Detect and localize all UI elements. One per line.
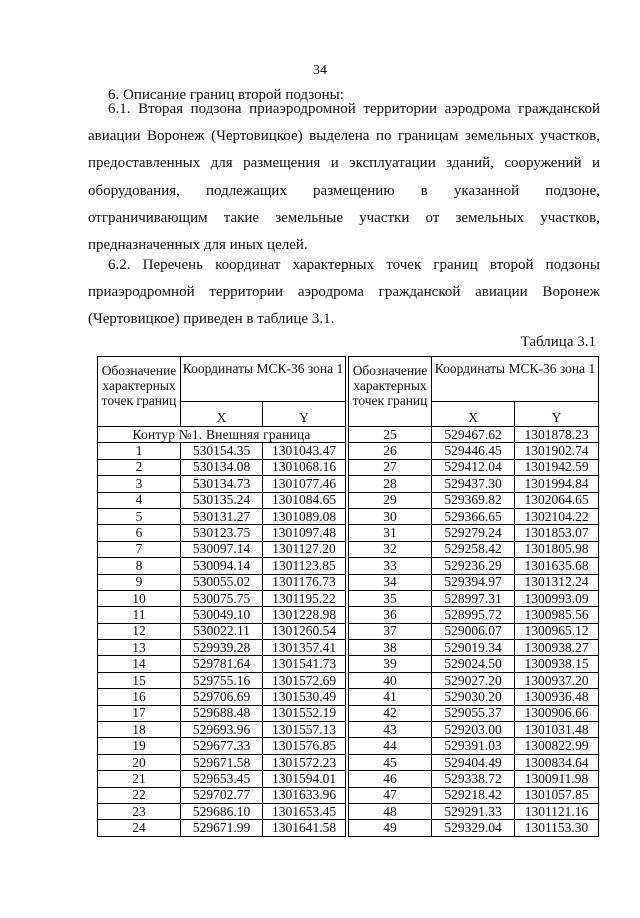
point-number-cell: 6: [98, 525, 181, 541]
y-coordinate-cell: 1301228.98: [263, 607, 346, 623]
x-coordinate-cell: 530134.08: [181, 459, 263, 475]
table-row: [349, 820, 599, 836]
point-number-cell: 37: [349, 623, 432, 639]
table-row: [349, 656, 599, 672]
table-row: [349, 492, 599, 508]
table-row: [349, 672, 599, 688]
table-row: [98, 476, 346, 492]
table-row: [98, 508, 346, 524]
table-row: [98, 541, 346, 557]
table-row: [98, 820, 346, 836]
y-coordinate-cell: 1302104.22: [515, 508, 599, 524]
y-coordinate-cell: 1301031.48: [515, 722, 599, 738]
x-coordinate-cell: 529394.97: [432, 574, 515, 590]
table-row: [98, 689, 346, 705]
table-row: [349, 771, 599, 787]
x-coordinate-cell: 529369.82: [432, 492, 515, 508]
point-number-cell: 33: [349, 558, 432, 574]
x-coordinate-cell: 530075.75: [181, 590, 263, 606]
y-coordinate-cell: 1301357.41: [263, 640, 346, 656]
x-coordinate-cell: 529006.07: [432, 623, 515, 639]
point-number-cell: 9: [98, 574, 181, 590]
table-row: [349, 558, 599, 574]
x-coordinate-cell: 529671.99: [181, 820, 263, 836]
point-number-cell: 1: [98, 443, 181, 459]
y-coordinate-cell: 1301572.69: [263, 672, 346, 688]
point-number-cell: 7: [98, 541, 181, 557]
table-row: [98, 459, 346, 475]
table-row: [98, 623, 346, 639]
table-row: [349, 803, 599, 819]
table-row: [349, 738, 599, 754]
x-coordinate-cell: 530022.11: [181, 623, 263, 639]
point-number-cell: 46: [349, 771, 432, 787]
point-number-cell: 3: [98, 476, 181, 492]
y-coordinate-cell: 1300938.27: [515, 640, 599, 656]
point-number-cell: 48: [349, 803, 432, 819]
y-coordinate-cell: 1301176.73: [263, 574, 346, 590]
y-coordinate-cell: 1300985.56: [515, 607, 599, 623]
y-coordinate-cell: 1301153.30: [515, 820, 599, 836]
table-row: [349, 607, 599, 623]
point-number-cell: 45: [349, 754, 432, 770]
point-number-cell: 26: [349, 443, 432, 459]
paragraph-6-1: 6.1. Вторая подзона приаэродромной территории аэродрома гражданской авиации Воронеж (Чертовицкое) выделена по границам земельных участков, предоставленных для размещения и эксплуатации зданий, сооружений и оборудования, подлежащих размещению в указанной подзоне, отграничивающим такие земельные участки от земельных участков, предназначенных для иных целей.: [88, 101, 600, 254]
table-row: [349, 787, 599, 803]
x-coordinate-cell: 529437.30: [432, 476, 515, 492]
coordinates-table-right: [348, 356, 599, 837]
y-coordinate-cell: 1300906.66: [515, 705, 599, 721]
point-number-cell: 35: [349, 590, 432, 606]
x-coordinate-cell: 530154.35: [181, 443, 263, 459]
table-row: [98, 640, 346, 656]
table-row: [98, 607, 346, 623]
x-coordinate-cell: 529686.10: [181, 803, 263, 819]
table-row: [98, 656, 346, 672]
point-number-cell: 49: [349, 820, 432, 836]
x-coordinate-cell: 529446.45: [432, 443, 515, 459]
header-x: X: [181, 402, 263, 427]
y-coordinate-cell: 1301312.24: [515, 574, 599, 590]
x-coordinate-cell: 529755.16: [181, 672, 263, 688]
y-coordinate-cell: 1301530.49: [263, 689, 346, 705]
y-coordinate-cell: 1300937.20: [515, 672, 599, 688]
table-row: [98, 672, 346, 688]
point-number-cell: 12: [98, 623, 181, 639]
table-row: [98, 754, 346, 770]
table-caption: Таблица 3.1: [520, 334, 596, 350]
point-number-cell: 17: [98, 705, 181, 721]
x-coordinate-cell: 529702.77: [181, 787, 263, 803]
x-coordinate-cell: 528995.72: [432, 607, 515, 623]
point-number-cell: 25: [349, 427, 432, 443]
y-coordinate-cell: 1300834.64: [515, 754, 599, 770]
point-number-cell: 8: [98, 558, 181, 574]
table-row: [98, 443, 346, 459]
table-row: [349, 640, 599, 656]
point-number-cell: 34: [349, 574, 432, 590]
y-coordinate-cell: 1300965.12: [515, 623, 599, 639]
header-point-name: Обозначение характерных точек границ: [349, 357, 432, 427]
y-coordinate-cell: 1301123.85: [263, 558, 346, 574]
y-coordinate-cell: 1301127.20: [263, 541, 346, 557]
table-row: [98, 803, 346, 819]
x-coordinate-cell: 529404.49: [432, 754, 515, 770]
y-coordinate-cell: 1301572.23: [263, 754, 346, 770]
table-row: [349, 476, 599, 492]
x-coordinate-cell: 529412.04: [432, 459, 515, 475]
y-coordinate-cell: 1301902.74: [515, 443, 599, 459]
table-row: [349, 689, 599, 705]
x-coordinate-cell: 529653.45: [181, 771, 263, 787]
point-number-cell: 39: [349, 656, 432, 672]
y-coordinate-cell: 1301260.54: [263, 623, 346, 639]
header-y: Y: [515, 402, 599, 427]
point-number-cell: 23: [98, 803, 181, 819]
point-number-cell: 28: [349, 476, 432, 492]
x-coordinate-cell: 529291.33: [432, 803, 515, 819]
table-row: [349, 590, 599, 606]
point-number-cell: 4: [98, 492, 181, 508]
y-coordinate-cell: 1301594.01: [263, 771, 346, 787]
x-coordinate-cell: 529939.28: [181, 640, 263, 656]
y-coordinate-cell: 1301097.48: [263, 525, 346, 541]
table-row: [349, 459, 599, 475]
header-coordinates: Координаты МСК-36 зона 1: [432, 357, 599, 402]
y-coordinate-cell: 1301942.59: [515, 459, 599, 475]
y-coordinate-cell: 1301541.73: [263, 656, 346, 672]
page-number: 34: [313, 63, 327, 78]
point-number-cell: 15: [98, 672, 181, 688]
x-coordinate-cell: 529279.24: [432, 525, 515, 541]
y-coordinate-cell: 1300993.09: [515, 590, 599, 606]
table-row: [98, 722, 346, 738]
y-coordinate-cell: 1301089.08: [263, 508, 346, 524]
point-number-cell: 36: [349, 607, 432, 623]
point-number-cell: 27: [349, 459, 432, 475]
table-row: [98, 705, 346, 721]
table-row: [349, 508, 599, 524]
y-coordinate-cell: 1301994.84: [515, 476, 599, 492]
y-coordinate-cell: 1301552.19: [263, 705, 346, 721]
header-point-name: Обозначение характерных точек границ: [98, 357, 181, 427]
y-coordinate-cell: 1301805.98: [515, 541, 599, 557]
table-row: [349, 574, 599, 590]
header-coordinates: Координаты МСК-36 зона 1: [181, 357, 346, 402]
y-coordinate-cell: 1301878.23: [515, 427, 599, 443]
x-coordinate-cell: 529027.20: [432, 672, 515, 688]
x-coordinate-cell: 529218.42: [432, 787, 515, 803]
x-coordinate-cell: 529236.29: [432, 558, 515, 574]
y-coordinate-cell: 1301195.22: [263, 590, 346, 606]
point-number-cell: 40: [349, 672, 432, 688]
y-coordinate-cell: 1300911.98: [515, 771, 599, 787]
y-coordinate-cell: 1301077.46: [263, 476, 346, 492]
y-coordinate-cell: 1301084.65: [263, 492, 346, 508]
header-x: X: [432, 402, 515, 427]
table-row: [98, 771, 346, 787]
point-number-cell: 32: [349, 541, 432, 557]
y-coordinate-cell: 1301633.96: [263, 787, 346, 803]
point-number-cell: 43: [349, 722, 432, 738]
table-row: [98, 558, 346, 574]
coordinates-table-left: [97, 356, 346, 837]
y-coordinate-cell: 1300936.48: [515, 689, 599, 705]
x-coordinate-cell: 529203.00: [432, 722, 515, 738]
point-number-cell: 38: [349, 640, 432, 656]
x-coordinate-cell: 529706.69: [181, 689, 263, 705]
y-coordinate-cell: 1301576.85: [263, 738, 346, 754]
point-number-cell: 21: [98, 771, 181, 787]
table-row: [349, 705, 599, 721]
point-number-cell: 2: [98, 459, 181, 475]
point-number-cell: 19: [98, 738, 181, 754]
table-row: [98, 492, 346, 508]
x-coordinate-cell: 529391.03: [432, 738, 515, 754]
x-coordinate-cell: 530134.73: [181, 476, 263, 492]
x-coordinate-cell: 529338.72: [432, 771, 515, 787]
x-coordinate-cell: 529019.34: [432, 640, 515, 656]
point-number-cell: 24: [98, 820, 181, 836]
y-coordinate-cell: 1301853.07: [515, 525, 599, 541]
table-row: [349, 443, 599, 459]
y-coordinate-cell: 1301557.13: [263, 722, 346, 738]
y-coordinate-cell: 1301057.85: [515, 787, 599, 803]
x-coordinate-cell: 529467.62: [432, 427, 515, 443]
x-coordinate-cell: 528997.31: [432, 590, 515, 606]
y-coordinate-cell: 1300822.99: [515, 738, 599, 754]
table-row: [98, 590, 346, 606]
x-coordinate-cell: 529677.33: [181, 738, 263, 754]
table-row: [349, 623, 599, 639]
x-coordinate-cell: 530055.02: [181, 574, 263, 590]
contour-label: Контур №1. Внешняя граница: [98, 427, 346, 443]
table-row: [349, 722, 599, 738]
paragraph-6-2: 6.2. Перечень координат характерных точек границ второй подзоны приаэродромной территории аэродрома гражданской авиации Воронеж (Чертовицкое) приведен в таблице 3.1.: [88, 257, 600, 328]
x-coordinate-cell: 529693.96: [181, 722, 263, 738]
point-number-cell: 11: [98, 607, 181, 623]
x-coordinate-cell: 529671.58: [181, 754, 263, 770]
table-row: [98, 525, 346, 541]
point-number-cell: 10: [98, 590, 181, 606]
section-title: 6. Описание границ второй подзоны:: [108, 87, 344, 103]
table-row: [349, 541, 599, 557]
point-number-cell: 16: [98, 689, 181, 705]
x-coordinate-cell: 529055.37: [432, 705, 515, 721]
point-number-cell: 14: [98, 656, 181, 672]
x-coordinate-cell: 529030.20: [432, 689, 515, 705]
point-number-cell: 30: [349, 508, 432, 524]
point-number-cell: 44: [349, 738, 432, 754]
y-coordinate-cell: 1301653.45: [263, 803, 346, 819]
x-coordinate-cell: 530123.75: [181, 525, 263, 541]
point-number-cell: 31: [349, 525, 432, 541]
point-number-cell: 20: [98, 754, 181, 770]
point-number-cell: 5: [98, 508, 181, 524]
y-coordinate-cell: 1300938.15: [515, 656, 599, 672]
table-row: [349, 754, 599, 770]
x-coordinate-cell: 529781.64: [181, 656, 263, 672]
point-number-cell: 18: [98, 722, 181, 738]
table-row: [349, 427, 599, 443]
x-coordinate-cell: 530049.10: [181, 607, 263, 623]
y-coordinate-cell: 1302064.65: [515, 492, 599, 508]
x-coordinate-cell: 529366.65: [432, 508, 515, 524]
point-number-cell: 42: [349, 705, 432, 721]
y-coordinate-cell: 1301635.68: [515, 558, 599, 574]
y-coordinate-cell: 1301121.16: [515, 803, 599, 819]
header-y: Y: [263, 402, 346, 427]
x-coordinate-cell: 529329.04: [432, 820, 515, 836]
x-coordinate-cell: 530097.14: [181, 541, 263, 557]
x-coordinate-cell: 530094.14: [181, 558, 263, 574]
point-number-cell: 41: [349, 689, 432, 705]
point-number-cell: 22: [98, 787, 181, 803]
x-coordinate-cell: 530135.24: [181, 492, 263, 508]
x-coordinate-cell: 529688.48: [181, 705, 263, 721]
y-coordinate-cell: 1301641.58: [263, 820, 346, 836]
x-coordinate-cell: 529024.50: [432, 656, 515, 672]
table-row: [98, 738, 346, 754]
y-coordinate-cell: 1301068.16: [263, 459, 346, 475]
point-number-cell: 29: [349, 492, 432, 508]
x-coordinate-cell: 529258.42: [432, 541, 515, 557]
table-row: [349, 525, 599, 541]
point-number-cell: 13: [98, 640, 181, 656]
table-row: [98, 574, 346, 590]
x-coordinate-cell: 530131.27: [181, 508, 263, 524]
point-number-cell: 47: [349, 787, 432, 803]
table-row: [98, 787, 346, 803]
y-coordinate-cell: 1301043.47: [263, 443, 346, 459]
